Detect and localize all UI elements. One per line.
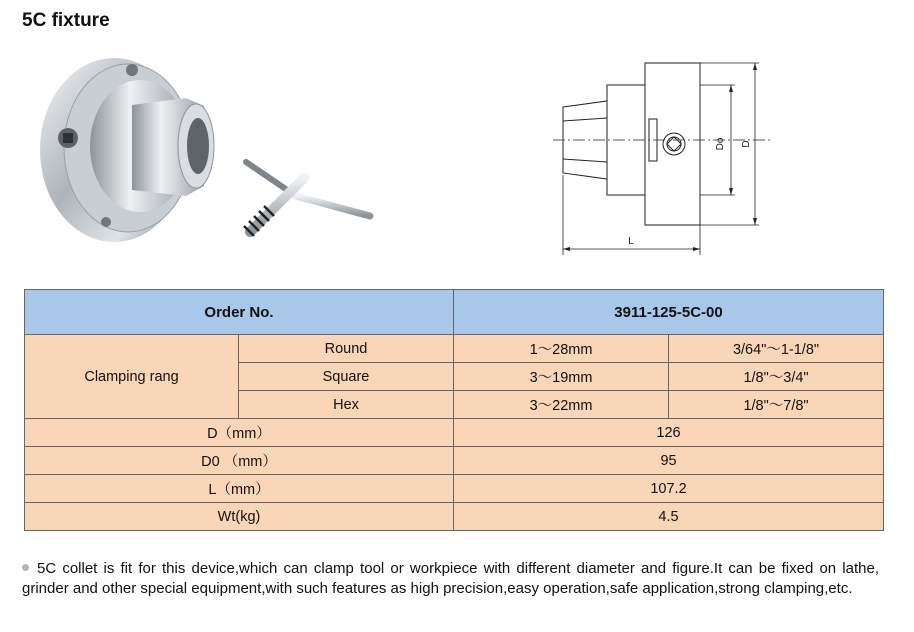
spec-value: 107.2 [454,475,884,503]
drawing-label-d: D [741,140,752,148]
spec-label: D（mm） [25,419,454,447]
drawing-body [645,63,700,225]
spec-value: 95 [454,447,884,475]
t-wrench [244,162,370,236]
table-row [25,335,884,363]
technical-drawing [545,55,775,260]
spec-value: 126 [454,419,884,447]
spec-table [24,289,884,531]
clamping-shape: Round [239,335,454,363]
clamping-metric: 3～19mm [454,363,669,391]
description [22,559,879,599]
clamping-imperial: 3/64"～1-1/8" [669,335,884,363]
bullet-icon [22,564,29,571]
table-row [25,475,884,503]
spec-label: L（mm） [25,475,454,503]
spec-label: Wt(kg) [25,503,454,531]
drawing-label-do: Do [715,137,726,151]
clamping-range-label: Clamping rang [25,335,239,419]
description-text: 5C collet is fit for this device,which can clamp tool or workpiece with different diameter and figure.It can be fixed on lathe, grinder and other special equipment,with such features as high precision,easy operation,safe application,strong clamping,etc. [22,560,879,597]
clamping-imperial: 1/8"～3/4" [669,363,884,391]
table-header-row [25,290,884,335]
table-row [25,503,884,531]
order-no-value: 3911-125-5C-00 [454,290,884,335]
order-no-label: Order No. [25,290,454,335]
spec-label: D0 （mm） [25,447,454,475]
drawing-label-l: L [628,236,634,247]
table-row [25,419,884,447]
spec-value: 4.5 [454,503,884,531]
clamping-imperial: 1/8"～7/8" [669,391,884,419]
product-photo [36,50,386,250]
clamping-metric: 3～22mm [454,391,669,419]
clamping-shape: Hex [239,391,454,419]
table-row [25,447,884,475]
clamping-metric: 1～28mm [454,335,669,363]
clamping-shape: Square [239,363,454,391]
collet-nose [132,98,214,196]
page-title: 5C fixture [22,10,110,31]
